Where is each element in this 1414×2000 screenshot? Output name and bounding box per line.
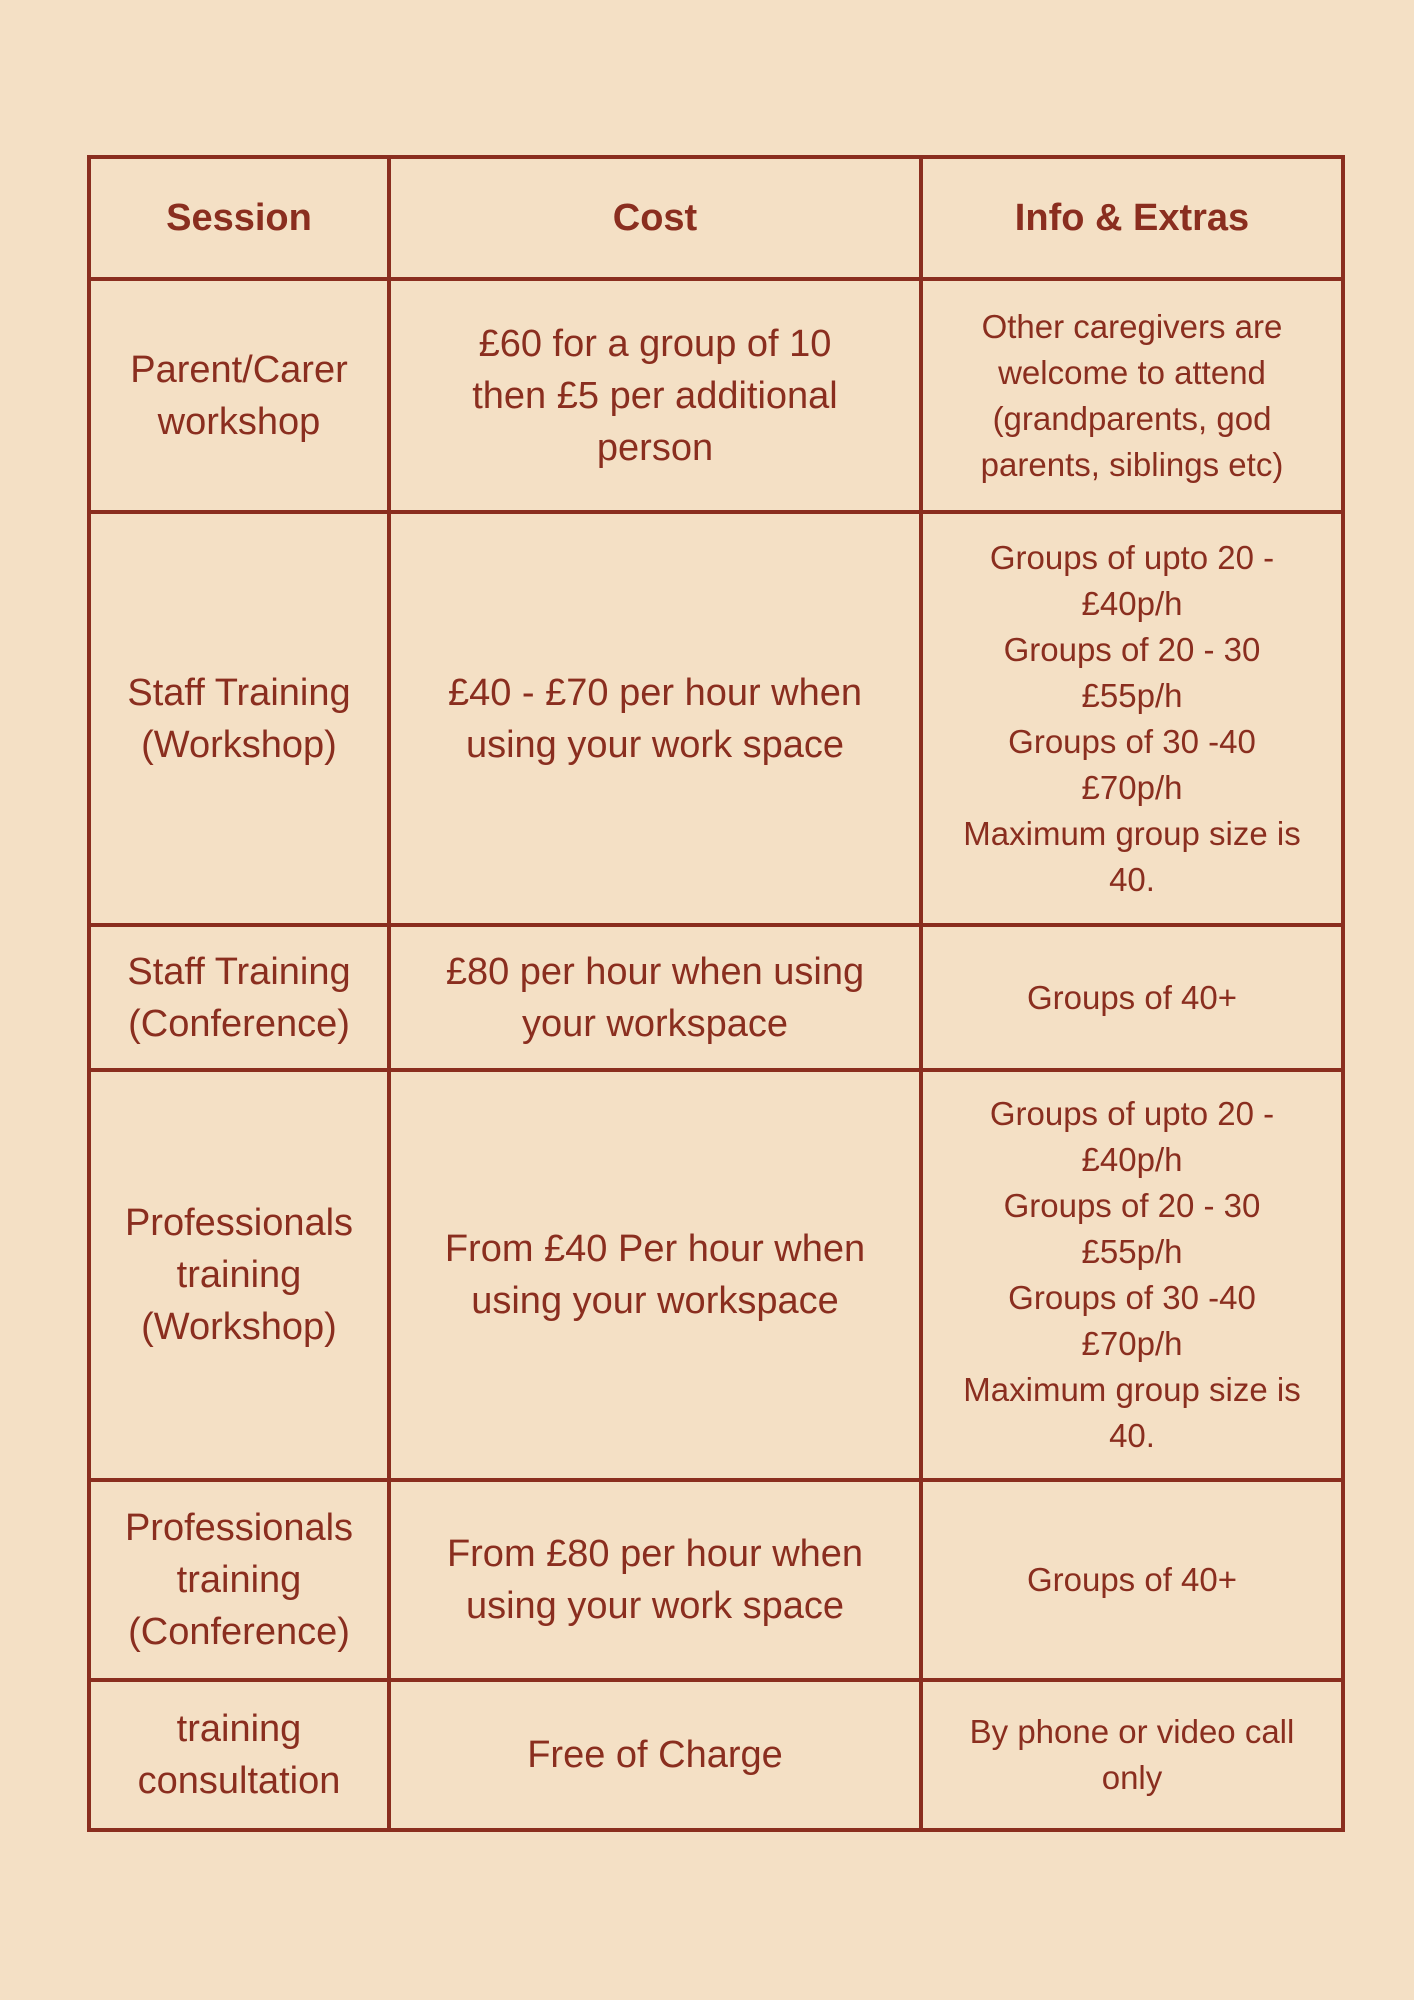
info-text: parents, siblings etc) xyxy=(980,445,1284,483)
cost-text: using your workspace xyxy=(471,1280,839,1322)
cost-text: using your work space xyxy=(465,723,845,766)
table-row xyxy=(89,1070,1343,1480)
pricing-table xyxy=(87,155,1345,1832)
info-text: Maximum group size is xyxy=(963,1371,1301,1408)
cost-text: your workspace xyxy=(521,1002,789,1045)
session-text: Professionals xyxy=(124,1202,354,1244)
cost-cell xyxy=(389,1070,921,1480)
info-cell xyxy=(921,279,1343,512)
session-cell xyxy=(89,279,389,512)
session-text: training xyxy=(176,1254,302,1296)
cost-cell xyxy=(389,279,921,512)
cost-text: £80 per hour when using xyxy=(445,950,865,993)
info-cell xyxy=(921,1070,1343,1480)
session-text: consultation xyxy=(137,1760,341,1802)
info-text: welcome to attend xyxy=(998,353,1266,391)
session-text: workshop xyxy=(157,400,321,443)
info-text: (grandparents, god xyxy=(992,399,1272,437)
header-cost: Cost xyxy=(389,157,921,279)
session-cell xyxy=(89,512,389,925)
info-text: Groups of 30 -40 xyxy=(1008,1279,1256,1316)
info-text: Groups of upto 20 - xyxy=(989,1095,1275,1132)
info-text: Groups of 30 -40 xyxy=(1008,722,1256,760)
table-row xyxy=(89,1480,1343,1680)
session-cell xyxy=(89,1480,389,1680)
session-text: (Workshop) xyxy=(141,723,337,766)
session-cell xyxy=(89,925,389,1070)
cost-text: £60 for a group of 10 xyxy=(478,322,832,365)
session-text: (Workshop) xyxy=(141,1306,337,1348)
info-text: £40p/h xyxy=(1081,1141,1183,1178)
pricing-table-container xyxy=(87,155,1341,1832)
info-text: £55p/h xyxy=(1081,676,1183,714)
session-cell xyxy=(89,1070,389,1480)
info-text: Groups of 20 - 30 xyxy=(1003,1187,1261,1224)
info-cell xyxy=(921,1680,1343,1830)
info-text: By phone or video call xyxy=(969,1713,1295,1750)
session-text: Parent/Carer xyxy=(130,348,348,391)
cost-text: £40 - £70 per hour when xyxy=(447,671,863,714)
info-text: only xyxy=(1101,1759,1163,1796)
info-cell xyxy=(921,925,1343,1070)
table-header-row xyxy=(89,157,1343,279)
session-text: Staff Training xyxy=(127,950,351,993)
info-text: Groups of 20 - 30 xyxy=(1003,630,1261,668)
cost-text: Free of Charge xyxy=(527,1734,783,1776)
cost-cell xyxy=(389,925,921,1070)
info-text: Groups of 40+ xyxy=(1026,978,1238,1016)
table-row xyxy=(89,925,1343,1070)
cost-cell xyxy=(389,512,921,925)
info-text: £40p/h xyxy=(1081,584,1183,622)
info-text: Groups of upto 20 - xyxy=(989,538,1275,576)
info-text: £55p/h xyxy=(1081,1233,1183,1270)
session-cell xyxy=(89,1680,389,1830)
info-cell xyxy=(921,1480,1343,1680)
info-text: £70p/h xyxy=(1081,1325,1183,1362)
session-text: training xyxy=(176,1708,302,1750)
cost-cell xyxy=(389,1480,921,1680)
header-info-extras: Info & Extras xyxy=(921,157,1343,279)
cost-text: From £40 Per hour when xyxy=(444,1228,866,1270)
session-text: (Conference) xyxy=(128,1002,350,1045)
session-text: training xyxy=(176,1559,302,1601)
session-text: Professionals xyxy=(124,1507,354,1549)
cost-text: then £5 per additional xyxy=(472,374,838,417)
table-row xyxy=(89,512,1343,925)
info-text: 40. xyxy=(1109,860,1155,898)
cost-text: using your work space xyxy=(465,1585,845,1627)
cost-text: person xyxy=(596,426,714,469)
info-text: £70p/h xyxy=(1081,768,1183,806)
info-text: 40. xyxy=(1109,1417,1155,1454)
info-text: Groups of 40+ xyxy=(1026,1561,1238,1598)
table-row xyxy=(89,1680,1343,1830)
header-session: Session xyxy=(89,157,389,279)
info-text: Maximum group size is xyxy=(963,814,1301,852)
cost-cell xyxy=(389,1680,921,1830)
info-text: Other caregivers are xyxy=(981,307,1283,345)
info-cell xyxy=(921,512,1343,925)
session-text: (Conference) xyxy=(128,1611,350,1653)
session-text: Staff Training xyxy=(127,671,351,714)
table-row xyxy=(89,279,1343,512)
cost-text: From £80 per hour when xyxy=(446,1533,864,1575)
